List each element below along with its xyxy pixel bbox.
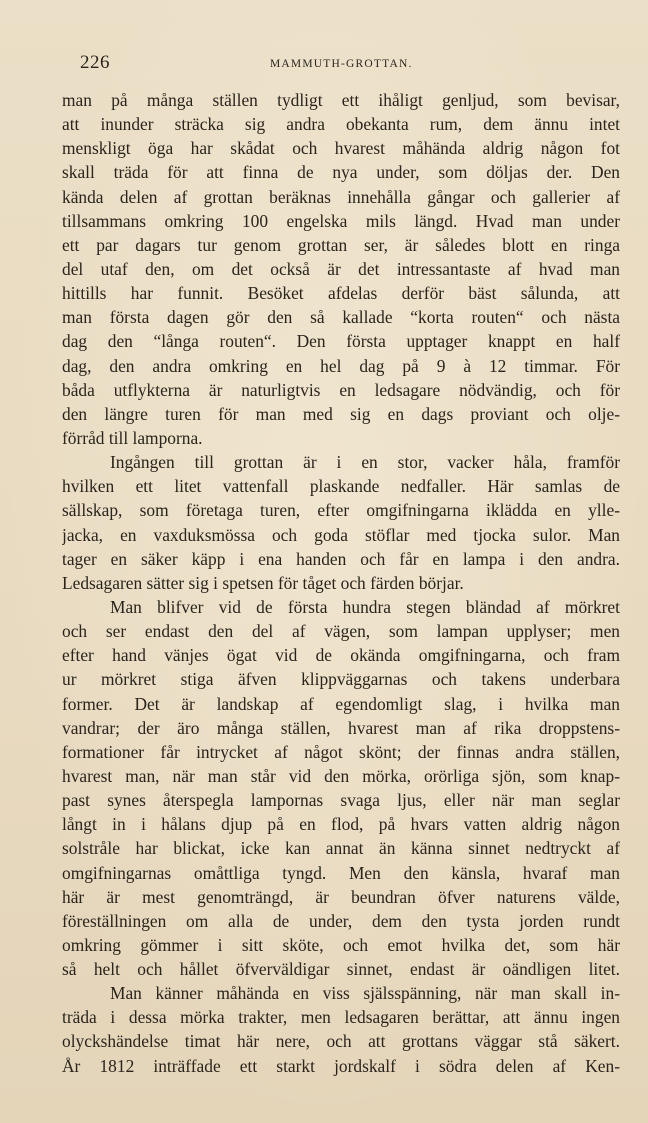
text-line: efter hand vänjes ögat vid de okända omgifningarna, och fram (62, 645, 620, 666)
text-line: dag den “långa routen“. Den första upptager knappt en half (62, 331, 620, 352)
text-line: man första dagen gör den så kallade “korta routen“ och nästa (62, 307, 620, 328)
text-line: båda utflykterna är naturligtvis en ledsagare nödvändig, och för (62, 379, 620, 400)
text-line: former. Det är landskap af egendomligt slag, i hvilka man (62, 693, 620, 714)
text-line: sällskap, som företaga turen, efter omgifningarna iklädda en ylle- (62, 500, 620, 521)
text-line: träda i dessa mörka trakter, men ledsagaren berättar, att ännu ingen (62, 1007, 620, 1028)
text-line: del utaf den, om det också är det intressantaste af hvad man (62, 258, 620, 279)
body-text (62, 88, 620, 1078)
text-line: formationer får intrycket af något skönt; der finnas andra ställen, (62, 741, 620, 762)
text-line: här är mest genomträngd, är beundran öfver naturens välde, (62, 886, 620, 907)
text-line: tillsammans omkring 100 engelska mils längd. Hvad man under (62, 210, 620, 231)
text-line: att inunder sträcka sig andra obekanta rum, dem ännu intet (62, 114, 620, 135)
text-line: så helt och hållet öfverväldigar sinnet, endast är oändligen litet. (62, 959, 620, 980)
text-line: hvarest man, när man står vid den mörka, orörliga sjön, som knap- (62, 765, 620, 786)
text-line: dag, den andra omkring en hel dag på 9 à 12 timmar. För (62, 355, 620, 376)
text-line: jacka, en vaxduksmössa och goda stöflar med tjocka sulor. Man (62, 524, 620, 545)
text-line: ur mörkret stiga äfven klippväggarnas och takens underbara (62, 669, 620, 690)
text-line: olyckshändelse timat här nere, och att grottans väggar stå säkert. (62, 1031, 620, 1052)
text-line: menskligt öga har skådat och hvarest måhända aldrig någon fot (62, 138, 620, 159)
text-line: solstråle har blickat, icke kan annat än känna sinnet nedtryckt af (62, 838, 620, 859)
text-line: Ledsagaren sätter sig i spetsen för tåget och färden börjar. (62, 572, 464, 593)
text-line: Man känner måhända en viss själsspänning, när man skall in- (110, 983, 620, 1004)
text-line: omgifningarnas omåttliga tyngd. Men den känsla, hvaraf man (62, 862, 620, 883)
text-line: vandrar; der äro många ställen, hvarest man af rika droppstens- (62, 717, 620, 738)
text-line: förråd till lamporna. (62, 427, 203, 448)
text-line: tager en säker käpp i ena handen och får en lampa i den andra. (62, 548, 620, 569)
text-line: hittills har funnit. Besöket afdelas derför bäst sålunda, att (62, 283, 620, 304)
text-line: långt in i hålans djup på en flod, på hvars vatten aldrig någon (62, 814, 620, 835)
text-line: omkring gömmer i sitt sköte, och emot hvilka det, som här (62, 934, 620, 955)
page-number: 226 (80, 52, 110, 73)
text-line: man på många ställen tydligt ett ihåligt genljud, som bevisar, (62, 90, 620, 110)
text-line: kända delen af grottan beräknas innehålla gångar och gallerier af (62, 186, 620, 207)
text-line: År 1812 inträffade ett starkt jordskalf i södra delen af Ken- (62, 1055, 620, 1076)
text-line: past synes återspegla lampornas svaga ljus, eller när man seglar (62, 790, 620, 811)
text-line: föreställningen om alla de under, dem den tysta jorden rundt (62, 910, 620, 931)
text-line: hvilken ett litet vattenfall plaskande nedfaller. Här samlas de (62, 476, 620, 497)
text-line: skall träda för att finna de nya under, som döljas der. Den (62, 162, 620, 183)
text-line: Ingången till grottan är i en stor, vacker håla, framför (110, 452, 620, 473)
text-line: och ser endast den del af vägen, som lampan upplyser; men (62, 621, 620, 642)
text-line: ett par dagars tur genom grottan ser, är således blott en ringa (62, 234, 620, 255)
text-line: den längre turen för man med sig en dags proviant och olje- (62, 403, 620, 424)
running-head: MAMMUTH-GROTTAN. (270, 58, 413, 70)
text-line: Man blifver vid de första hundra stegen bländad af mörkret (110, 596, 620, 617)
page-header (62, 52, 620, 76)
